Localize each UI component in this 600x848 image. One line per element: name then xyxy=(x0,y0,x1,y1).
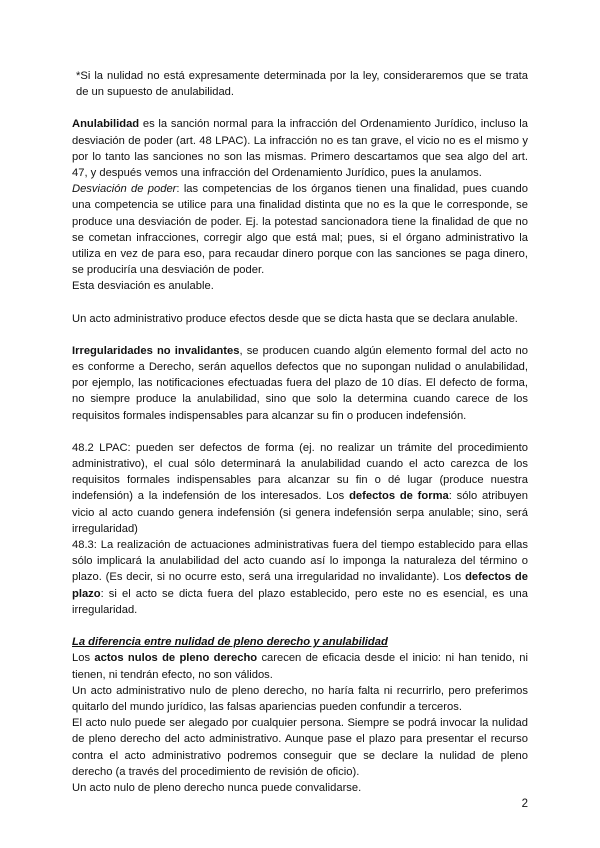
document-page xyxy=(72,68,528,796)
irregularidades-term: Irregularidades no invalidantes xyxy=(72,344,240,357)
actos-nulos-paragraph: Los actos nulos de pleno derecho carecen de eficacia desde el inicio: ni han tenido, ni tienen, ni tendrán efecto, no son válidos. xyxy=(72,652,528,681)
anulabilidad-paragraph: Anulabilidad es la sanción normal para la infracción del Ordenamiento Jurídico, incluso la desviación de poder (art. 48 LPAC). La infracción no es tan grave, el vicio no es el mismo y por lo tanto las sanciones no son las mismas. Primero descartamos que sea algo del art. 47, y después vemos una infracción del Ordenamiento Jurídico, pues la anulamos. xyxy=(72,118,528,180)
page-number: 2 xyxy=(521,798,528,810)
convalidarse-paragraph: Un acto nulo de pleno derecho nunca puede convalidarse. xyxy=(72,781,362,794)
art-48-3-paragraph: 48.3: La realización de actuaciones administrativas fuera del tiempo establecido para ellas sólo implicará la anulabilidad del acto cuando así lo imponga la naturaleza del término o plazo. (Es decir, si no ocurre esto, será una irregularidad no invalidante). Los defectos de plazo: si el acto se dicta fuera del plazo establecido, pero este no es esencial, es una irregularidad. xyxy=(72,539,528,616)
defectos-plazo-term: defectos de plazo xyxy=(72,571,528,600)
art-48-2-paragraph: 48.2 LPAC: pueden ser defectos de forma (ej. no realizar un trámite del procedimiento administrativo), el cual sólo determinará la anulabilidad cuando el acto carezca de los requisitos formales indispensables para alcanzar su fin o dé lugar (produce nuestra indefensión) a la indefensión de los interesados. Los defectos de forma: sólo atribuyen vicio al acto cuando genera indefensión (si genera indefensión serpa anulable; sino, será irregularidad) xyxy=(72,441,528,535)
desviacion-paragraph: Desviación de poder: las competencias de los órganos tienen una finalidad, pues cuando una competencia se utilice para una finalidad distinta que no es la que le corresponde, se produce una desviación de poder. Ej. la potestad sancionadora tiene la finalidad de que no se cometan infracciones, corregir algo que está mal; pues, si el órgano administrativo la utiliza en vez de para eso, para recaudar dinero porque con las sanciones se paga dinero, se produciría una desviación de poder. xyxy=(72,183,528,277)
anulabilidad-term: Anulabilidad xyxy=(72,118,140,131)
desviacion-term: Desviación de poder xyxy=(72,183,177,196)
note-paragraph: *Si la nulidad no está expresamente determinada por la ley, consideraremos que se trata de un supuesto de anulabilidad. xyxy=(76,70,528,99)
section-heading: La diferencia entre nulidad de pleno derecho y anulabilidad xyxy=(72,636,388,649)
recurrir-paragraph: Un acto administrativo nulo de pleno derecho, no haría falta ni recurrirlo, pero preferimos quitarlo del mundo jurídico, las falsas apariencias pueden confundir a terceros. xyxy=(72,684,528,713)
efectos-paragraph: Un acto administrativo produce efectos desde que se dicta hasta que se declara anulable. xyxy=(72,312,518,325)
alegado-paragraph: El acto nulo puede ser alegado por cualquier persona. Siempre se podrá invocar la nulidad de pleno derecho del acto administrativo. Aunque pase el plazo para presentar el recurso contra el acto administrativo podremos conseguir que se declare la nulidad de pleno derecho (a través del procedimiento de revisión de oficio). xyxy=(72,717,528,778)
actos-nulos-term: actos nulos de pleno derecho xyxy=(94,652,258,665)
desviacion-anulable-paragraph: Esta desviación es anulable. xyxy=(72,280,214,293)
irregularidades-paragraph: Irregularidades no invalidantes, se producen cuando algún elemento formal del acto no es conforme a Derecho, serán aquellos defectos que no supongan nulidad o anulabilidad, por ejemplo, las notificaciones efectuadas fuera del plazo de 10 días. El defecto de forma, no siempre produce la anulabilidad, sino que solo la determina cuando carece de los requisitos formales indispensables para alcanzar su fin o producen indefensión. xyxy=(72,344,528,422)
defectos-forma-term: defectos de forma xyxy=(349,490,449,503)
